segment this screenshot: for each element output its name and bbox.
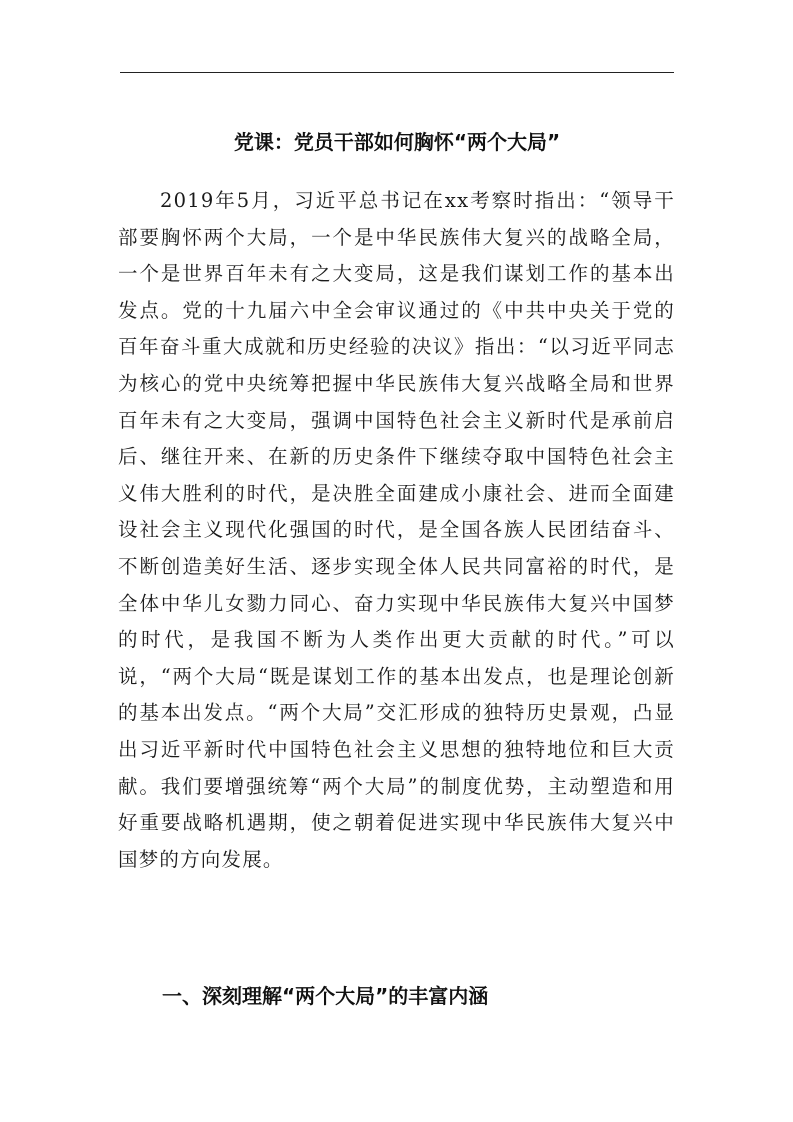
header-rule [120,72,674,73]
document-title: 党课：党员干部如何胸怀“两个大局” [233,130,561,154]
body-paragraph: 2019年5月，习近平总书记在xx考察时指出：“领导干部要胸怀两个大局，一个是中华民族伟大复兴的战略全局，一个是世界百年未有之大变局，这是我们谋划工作的基本出发点。党的十九届六中全会审议通过的《中共中央关于党的百年奋斗重大成就和历史经验的决议》指出：“以习近平同志为核心的党中央统筹把握中华民族伟大复兴战略全局和世界百年未有之大变局，强调中国特色社会主义新时代是承前启后、继往开来、在新的历史条件下继续夺取中国特色社会主义伟大胜利的时代，是决胜全面建成小康社会、进而全面建设社会主义现代化强国的时代，是全国各族人民团结奋斗、不断创造美好生活、逐步实现全体人民共同富裕的时代，是全体中华儿女勠力同心、奋力实现中华民族伟大复兴中国梦的时代，是我国不断为人类作出更大贡献的时代。”可以说，“两个大局“既是谋划工作的基本出发点，也是理论创新的基本出发点。“两个大局”交汇形成的独特历史景观，凸显出习近平新时代中国特色社会主义思想的独特地位和巨大贡献。我们要增强统筹“两个大局”的制度优势，主动塑造和用好重要战略机遇期，使之朝着促进实现中华民族伟大复兴中国梦的方向发展。 [118,189,675,871]
section-heading: 一、深刻理解“两个大局”的丰富内涵 [162,984,489,1008]
